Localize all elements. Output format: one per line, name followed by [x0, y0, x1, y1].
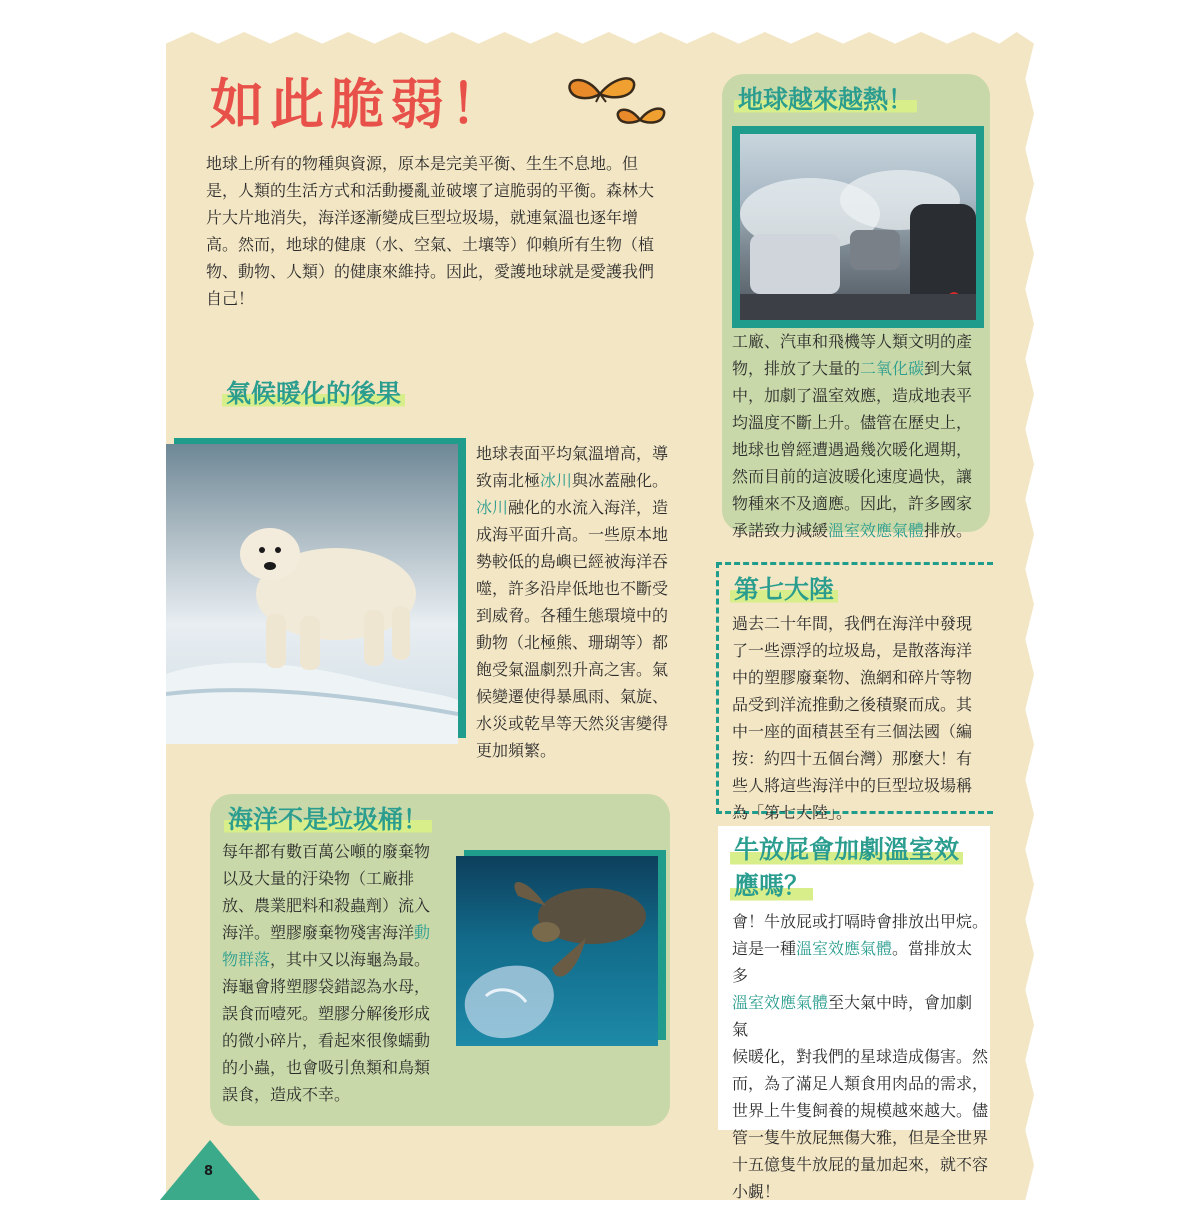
cow-heading-line2: 應嗎？	[730, 868, 813, 904]
seventh.lines-line: 為「第七大陸」。	[732, 803, 853, 822]
warming-line	[476, 467, 686, 494]
cow-line	[732, 1097, 988, 1124]
ocean-line	[222, 838, 452, 865]
cow-line	[732, 908, 988, 935]
hot-line	[732, 409, 984, 436]
cow-heading-line1: 牛放屁會加劇溫室效	[730, 832, 963, 868]
polar-bear-photo	[166, 444, 458, 744]
hot-line	[732, 382, 984, 409]
page-title: 如此脆弱！	[210, 73, 510, 136]
butterfly-icon	[569, 78, 634, 102]
highlighted-term: 溫室效應氣體	[732, 993, 829, 1012]
text-run: 中，加劇了溫室效應，造成地表平	[732, 386, 973, 405]
highlighted-term: 溫室效應氣體	[828, 521, 925, 540]
ocean-line	[222, 1054, 452, 1081]
text-run: 排放。	[924, 521, 973, 540]
hot-line	[732, 436, 984, 463]
hot-line	[732, 517, 984, 544]
highlighted-term: 冰川	[476, 498, 509, 517]
text-run: 動物（北極熊、珊瑚等）都	[476, 633, 669, 652]
hot-line	[732, 490, 984, 517]
seventh.lines-line: 中一座的面積甚至有三個法國（編	[732, 722, 973, 741]
intro_lines-line: 物、動物、人類）的健康來維持。因此，愛護地球就是愛護我們	[206, 262, 655, 281]
text-run: 的小蟲，也會吸引魚類和鳥類	[222, 1058, 431, 1077]
earth-hotter-heading-wrap	[734, 80, 917, 116]
text-run: 每年都有數百萬公噸的廢棄物	[222, 842, 431, 861]
warming-line	[476, 629, 686, 656]
text-run: 。當排放太多	[732, 939, 973, 985]
warming-line	[476, 656, 686, 683]
ocean-text	[222, 838, 452, 1108]
ocean-line	[222, 919, 452, 946]
intro_lines-line: 自己！	[206, 289, 255, 308]
cow-line	[732, 1124, 988, 1151]
sea-turtle-plastic-photo	[456, 856, 658, 1046]
ocean-line	[222, 946, 452, 973]
text-run: 管一隻牛放屁無傷大雅，但是全世界	[732, 1128, 989, 1147]
warming-line	[476, 602, 686, 629]
warming-line	[476, 737, 686, 764]
text-run: 以及大量的汙染物（工廠排	[222, 869, 415, 888]
text-run: 到大氣	[924, 359, 973, 378]
ocean-heading-wrap	[224, 800, 432, 836]
highlighted-term: 冰川	[540, 471, 573, 490]
intro_lines-line: 高。然而，地球的健康（水、空氣、土壤等）仰賴所有生物（植	[206, 235, 655, 254]
cow-line	[732, 935, 988, 989]
text-run: 這是一種	[732, 939, 797, 958]
seventh-heading-wrap	[730, 570, 838, 606]
cow-line	[732, 1043, 988, 1070]
warming-line	[476, 683, 686, 710]
text-run: 致南北極	[476, 471, 541, 490]
hot-line	[732, 463, 984, 490]
intro_lines-line: 地球上所有的物種與資源，原本是完美平衡、生生不息地。但	[206, 154, 639, 173]
text-run: 物種來不及適應。因此，許多國家	[732, 494, 973, 513]
text-run: 地球表面平均氣溫增高，導	[476, 444, 669, 463]
highlighted-term: 物群落	[222, 950, 271, 969]
page-number: 8	[204, 1164, 214, 1179]
butterfly-illustration	[562, 68, 674, 140]
text-run: 而，為了滿足人類食用肉品的需求，	[732, 1074, 989, 1093]
warming-line	[476, 710, 686, 737]
earth-hotter-heading: 地球越來越熱！	[734, 80, 917, 116]
text-run: 成海平面升高。一些原本地	[476, 525, 669, 544]
cow-line	[732, 1178, 988, 1205]
text-run: 到威脅。各種生態環境中的	[476, 606, 669, 625]
hot-line	[732, 328, 984, 355]
warming-heading: 氣候暖化的後果	[222, 374, 405, 410]
text-run: 融化的水流入海洋，造	[508, 498, 669, 517]
ocean-line	[222, 973, 452, 1000]
hot-line	[732, 355, 984, 382]
text-run: 均溫度不斷上升。儘管在歷史上，	[732, 413, 973, 432]
text-run: 承諾致力減緩	[732, 521, 829, 540]
seventh.lines-line: 按：約四十五個台灣）那麼大！有	[732, 749, 973, 768]
text-run: 至大氣中時，會加劇氣	[732, 993, 973, 1039]
ocean-line	[222, 892, 452, 919]
cow-heading-wrap	[730, 832, 986, 904]
text-run: 水災或乾旱等天然災害變得	[476, 714, 669, 733]
intro_lines-line: 是，人類的生活方式和活動擾亂並破壞了這脆弱的平衡。森林大	[206, 181, 655, 200]
text-run: 更加頻繁。	[476, 741, 557, 760]
earth-hotter-text	[732, 328, 984, 544]
text-run: 會！牛放屁或打嗝時會排放出甲烷。	[732, 912, 989, 931]
highlighted-term: 動	[414, 923, 431, 942]
traffic-exhaust-photo	[740, 134, 976, 320]
text-run: 飽受氣溫劇烈升高之害。氣	[476, 660, 669, 679]
text-run: 誤食，造成不幸。	[222, 1085, 351, 1104]
text-run: 十五億隻牛放屁的量加起來，就不容	[732, 1155, 989, 1174]
text-run: 候暖化，對我們的星球造成傷害。然	[732, 1047, 989, 1066]
warming-line	[476, 494, 686, 521]
warming-text	[476, 440, 686, 764]
ocean-line	[222, 865, 452, 892]
text-run: 然而目前的這波暖化速度過快，讓	[732, 467, 973, 486]
text-run: 小覷！	[732, 1182, 781, 1201]
warming-line	[476, 521, 686, 548]
seventh.lines-line: 過去二十年間，我們在海洋中發現	[732, 614, 973, 633]
ocean-line	[222, 1027, 452, 1054]
text-run: 候變遷使得暴風雨、氣旋、	[476, 687, 669, 706]
seventh-continent-heading: 第七大陸	[730, 570, 838, 606]
text-run: 與冰蓋融化。	[572, 471, 669, 490]
text-run: 海洋。塑膠廢棄物殘害海洋	[222, 923, 415, 942]
seventh-continent-text	[732, 610, 988, 826]
highlighted-term: 溫室效應氣體	[796, 939, 893, 958]
warming-heading-wrap	[222, 374, 405, 410]
ocean-heading: 海洋不是垃圾桶！	[224, 800, 432, 836]
text-run: 誤食而噎死。塑膠分解後形成	[222, 1004, 431, 1023]
seventh.lines-line: 了一些漂浮的垃圾島，是散落海洋	[732, 641, 973, 660]
text-run: 放、農業肥料和殺蟲劑）流入	[222, 896, 431, 915]
seventh.lines-line: 些人將這些海洋中的巨型垃圾場稱	[732, 776, 973, 795]
text-run: 海龜會將塑膠袋錯認為水母，	[222, 977, 431, 996]
text-run: 地球也曾經遭遇過幾次暖化週期，	[732, 440, 973, 459]
cow-line	[732, 1070, 988, 1097]
warming-line	[476, 575, 686, 602]
warming-line	[476, 440, 686, 467]
highlighted-term: 二氧化碳	[860, 359, 925, 378]
text-run: 勢較低的島嶼已經被海洋吞	[476, 552, 669, 571]
text-run: 世界上牛隻飼養的規模越來越大。儘	[732, 1101, 989, 1120]
text-run: 的微小碎片，看起來很像蠕動	[222, 1031, 431, 1050]
text-run: 噬，許多沿岸低地也不斷受	[476, 579, 669, 598]
seventh.lines-line: 品受到洋流推動之後積聚而成。其	[732, 695, 973, 714]
intro_lines-line: 片大片地消失，海洋逐漸變成巨型垃圾場，就連氣溫也逐年增	[206, 208, 639, 227]
cow-line	[732, 989, 988, 1043]
text-run: 工廠、汽車和飛機等人類文明的產	[732, 332, 973, 351]
seventh.lines-line: 中的塑膠廢棄物、漁網和碎片等物	[732, 668, 973, 687]
text-run: 物，排放了大量的	[732, 359, 861, 378]
text-run: ，其中又以海龜為最。	[270, 950, 431, 969]
butterfly-icon	[618, 109, 664, 123]
intro-paragraph	[206, 150, 676, 312]
ocean-line	[222, 1081, 452, 1108]
cow-line	[732, 1151, 988, 1178]
ocean-line	[222, 1000, 452, 1027]
warming-line	[476, 548, 686, 575]
cow-question-text	[732, 908, 988, 1205]
